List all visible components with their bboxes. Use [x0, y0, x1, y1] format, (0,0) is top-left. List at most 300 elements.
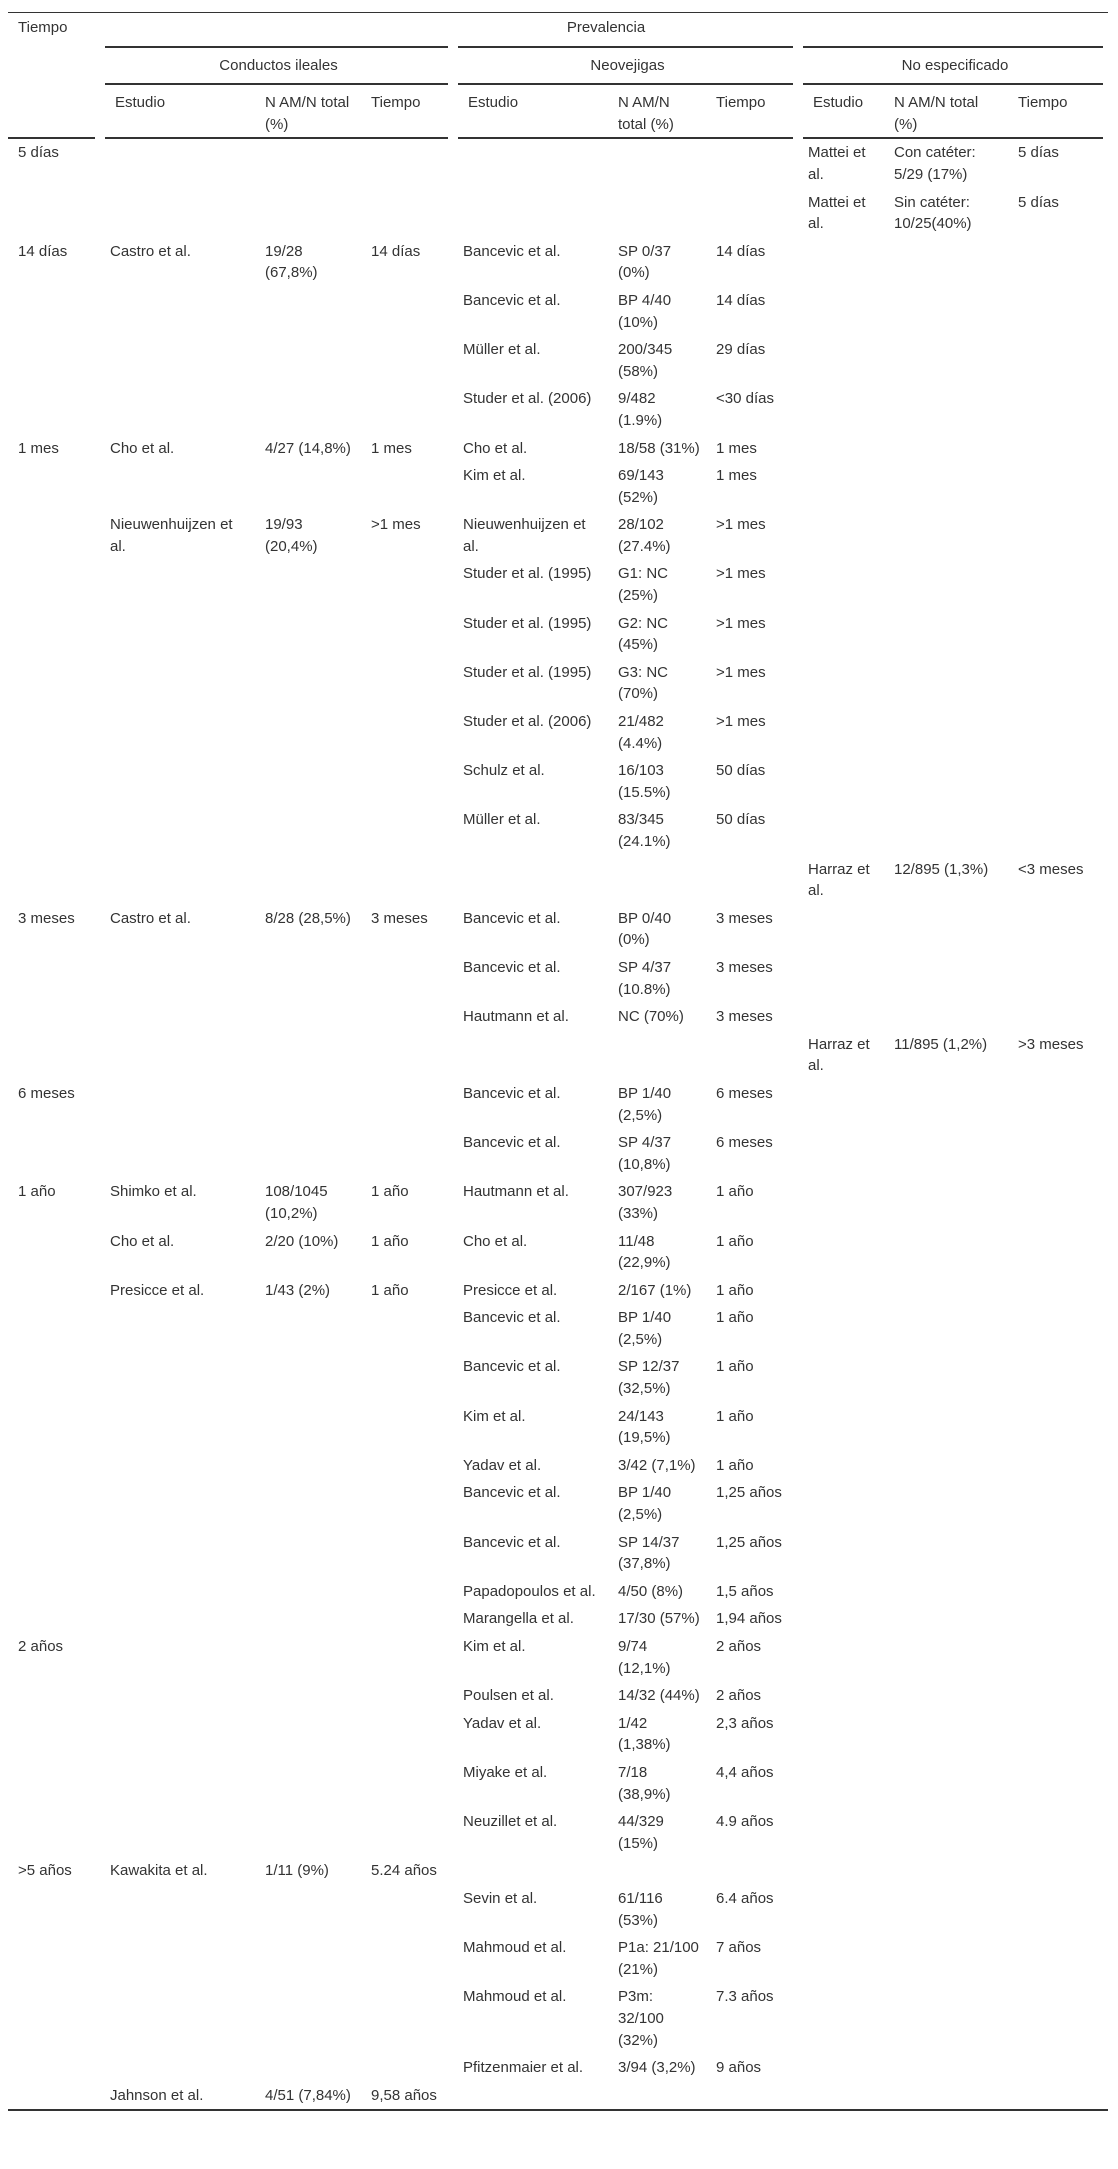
cell-estudio: Studer et al. (1995) — [463, 614, 592, 632]
cell-n: G1: NC (25%) — [618, 565, 669, 605]
cell-tiempo-neo: >1 mes — [716, 713, 766, 731]
cell-tiempo — [8, 1710, 100, 1759]
cell-n: 2/167 (1%) — [618, 1281, 692, 1299]
cell-tiempo-ne — [1008, 1633, 1108, 1682]
table-row — [8, 1304, 1108, 1353]
cell-estudio — [798, 2082, 884, 2111]
cell-tiempo-ileal: 1 año — [371, 1232, 409, 1250]
cell-tiempo — [8, 1682, 100, 1710]
cell-tiempo-neo: 3 meses — [716, 958, 773, 976]
cell-tiempo-ne — [1008, 1403, 1108, 1452]
cell-tiempo-neo: >1 mes — [716, 614, 766, 632]
cell-tiempo-ne — [1008, 1003, 1108, 1031]
cell-tiempo — [8, 1031, 100, 1080]
cell-tiempo: 1 mes — [18, 439, 59, 457]
cell-n — [884, 1682, 1008, 1710]
cell-estudio — [100, 1080, 255, 1129]
cell-n — [884, 1885, 1008, 1934]
cell-estudio — [100, 806, 255, 855]
cell-n: 14/32 (44%) — [618, 1687, 700, 1705]
cell-n — [255, 1578, 361, 1606]
cell-estudio: Mahmoud et al. — [463, 1939, 567, 1957]
cell-n: BP 1/40 (2,5%) — [618, 1309, 672, 1348]
table-row — [8, 1129, 1108, 1178]
cell-n — [884, 1759, 1008, 1808]
cell-n — [884, 1003, 1008, 1031]
table-row — [8, 856, 1108, 905]
cell-estudio — [798, 1277, 884, 1305]
cell-estudio — [798, 905, 884, 954]
cell-n — [255, 336, 361, 385]
cell-tiempo-ne — [1008, 1080, 1108, 1129]
cell-estudio: Castro et al. — [110, 909, 191, 927]
cell-estudio: Bancevic et al. — [463, 291, 561, 309]
cell-estudio — [100, 1605, 255, 1633]
header-tiempo: Tiempo — [8, 13, 100, 139]
cell-tiempo-ileal: 3 meses — [371, 909, 428, 927]
cell-estudio — [100, 2054, 255, 2082]
cell-estudio — [798, 1605, 884, 1633]
cell-estudio: Mahmoud et al. — [463, 1988, 567, 2006]
table-row — [8, 336, 1108, 385]
cell-tiempo — [8, 511, 100, 560]
cell-tiempo-ne — [1008, 1934, 1108, 1983]
cell-estudio: Nieuwenhuijzen et al. — [110, 516, 233, 555]
cell-n — [608, 189, 706, 238]
cell-estudio — [100, 1003, 255, 1031]
cell-tiempo-ileal — [361, 138, 453, 188]
cell-estudio — [100, 708, 255, 757]
table-row — [8, 138, 1108, 188]
cell-estudio — [798, 238, 884, 287]
cell-estudio — [100, 462, 255, 511]
cell-tiempo — [8, 2054, 100, 2082]
cell-estudio: Castro et al. — [110, 242, 191, 260]
cell-tiempo-neo: 1 año — [716, 1232, 754, 1250]
cell-estudio — [798, 385, 884, 434]
cell-n: 9/74 (12,1%) — [618, 1638, 671, 1677]
cell-estudio — [453, 856, 608, 905]
cell-tiempo-ne — [1008, 511, 1108, 560]
cell-tiempo — [8, 336, 100, 385]
col-header: N AM/N total (%) — [608, 84, 706, 138]
cell-estudio — [100, 1934, 255, 1983]
cell-estudio — [453, 1857, 608, 1885]
table-row — [8, 1277, 1108, 1305]
cell-tiempo-ileal — [361, 954, 453, 1003]
table-row — [8, 1857, 1108, 1885]
cell-tiempo-ileal — [361, 610, 453, 659]
table-row — [8, 708, 1108, 757]
cell-tiempo-ne — [1008, 1759, 1108, 1808]
cell-tiempo-ne — [1008, 2054, 1108, 2082]
cell-estudio: Müller et al. — [463, 811, 541, 829]
cell-estudio: Miyake et al. — [463, 1763, 548, 1781]
cell-estudio: Sevin et al. — [463, 1889, 538, 1907]
cell-n: 1/42 (1,38%) — [618, 1714, 671, 1754]
cell-tiempo-ne — [1008, 1277, 1108, 1305]
cell-tiempo-ne — [1008, 610, 1108, 659]
cell-tiempo — [8, 189, 100, 238]
cell-n: 8/28 (28,5%) — [265, 909, 351, 927]
cell-tiempo — [8, 287, 100, 336]
cell-tiempo-neo — [706, 138, 798, 188]
cell-estudio: Mattei et al. — [798, 138, 884, 188]
cell-n — [255, 757, 361, 806]
cell-tiempo-ileal — [361, 1983, 453, 2054]
cell-estudio — [798, 511, 884, 560]
cell-tiempo — [8, 708, 100, 757]
cell-tiempo-ne — [1008, 1710, 1108, 1759]
table-row — [8, 1885, 1108, 1934]
cell-estudio — [798, 1003, 884, 1031]
cell-n: 3/42 (7,1%) — [618, 1456, 696, 1474]
cell-n — [255, 385, 361, 434]
cell-n — [255, 954, 361, 1003]
cell-tiempo-ne — [1008, 336, 1108, 385]
table-row — [8, 806, 1108, 855]
cell-tiempo-neo: 1 año — [716, 1407, 754, 1425]
table-row — [8, 1228, 1108, 1277]
cell-tiempo-ileal — [361, 1452, 453, 1480]
cell-estudio: Marangella et al. — [463, 1610, 574, 1628]
cell-n — [884, 238, 1008, 287]
cell-n: 44/329 (15%) — [618, 1813, 664, 1852]
cell-n — [255, 856, 361, 905]
cell-n — [884, 287, 1008, 336]
cell-n — [255, 659, 361, 708]
table-row — [8, 610, 1108, 659]
table-row — [8, 287, 1108, 336]
cell-estudio: Bancevic et al. — [463, 1309, 561, 1327]
cell-tiempo-ileal — [361, 1403, 453, 1452]
cell-tiempo-ne — [1008, 757, 1108, 806]
cell-n: 28/102 (27.4%) — [618, 516, 671, 555]
cell-estudio: Mattei et al. — [808, 193, 866, 233]
table-row — [8, 1353, 1108, 1402]
cell-n: 11/48 (22,9%) — [618, 1232, 671, 1272]
cell-n: SP 0/37 (0%) — [618, 242, 672, 282]
cell-n: 19/28 (67,8%) — [265, 242, 318, 282]
cell-estudio — [100, 560, 255, 609]
cell-n — [884, 2054, 1008, 2082]
cell-n — [255, 2054, 361, 2082]
cell-n: 2/20 (10%) — [265, 1232, 339, 1250]
table-row — [8, 1452, 1108, 1480]
cell-estudio — [100, 385, 255, 434]
cell-estudio: Bancevic et al. — [463, 909, 561, 927]
cell-n — [884, 1578, 1008, 1606]
cell-n: P3m: 32/100 (32%) — [618, 1988, 664, 2049]
cell-tiempo-ileal: 9,58 años — [361, 2082, 453, 2111]
cell-n: 69/143 (52%) — [618, 467, 664, 506]
cell-n — [884, 462, 1008, 511]
cell-tiempo-ne — [1008, 435, 1108, 463]
cell-tiempo-ileal — [361, 560, 453, 609]
col-header: N AM/N total (%) — [255, 84, 361, 138]
cell-tiempo-ne — [1008, 954, 1108, 1003]
cell-tiempo-ileal — [361, 1578, 453, 1606]
cell-tiempo-ileal — [361, 1759, 453, 1808]
cell-tiempo-ileal: 14 días — [371, 242, 421, 260]
cell-n: 16/103 (15.5%) — [618, 762, 671, 801]
table-row — [8, 1710, 1108, 1759]
cell-n: 17/30 (57%) — [618, 1610, 700, 1628]
header-prevalencia: Prevalencia — [100, 13, 1108, 47]
cell-n — [884, 511, 1008, 560]
cell-estudio — [100, 1759, 255, 1808]
cell-estudio — [100, 1031, 255, 1080]
cell-estudio — [100, 1633, 255, 1682]
cell-tiempo-neo: 6 meses — [716, 1134, 773, 1152]
cell-n: 307/923 (33%) — [618, 1183, 673, 1222]
cell-n: SP 14/37 (37,8%) — [618, 1533, 680, 1573]
cell-estudio — [100, 1403, 255, 1452]
cell-tiempo — [8, 1304, 100, 1353]
cell-tiempo-neo: 1 año — [716, 1358, 754, 1376]
cell-n — [255, 1403, 361, 1452]
cell-tiempo-ileal — [361, 1080, 453, 1129]
cell-tiempo-neo: 7 años — [716, 1939, 762, 1957]
cell-tiempo — [8, 1578, 100, 1606]
cell-estudio — [453, 1031, 608, 1080]
table-row — [8, 1529, 1108, 1578]
cell-estudio — [100, 856, 255, 905]
cell-estudio — [798, 1808, 884, 1857]
cell-tiempo — [8, 659, 100, 708]
cell-tiempo-ileal — [361, 287, 453, 336]
cell-n — [255, 1633, 361, 1682]
cell-tiempo-ne — [1008, 806, 1108, 855]
cell-tiempo — [8, 1277, 100, 1305]
group-neovejigas: Neovejigas — [453, 47, 798, 85]
cell-tiempo-ileal: >1 mes — [371, 516, 421, 534]
cell-tiempo-ne — [1008, 1353, 1108, 1402]
cell-tiempo-ileal — [361, 1682, 453, 1710]
cell-tiempo-neo: 1,25 años — [716, 1533, 782, 1551]
cell-estudio — [798, 1353, 884, 1402]
cell-n — [884, 1403, 1008, 1452]
cell-n: SP 12/37 (32,5%) — [618, 1358, 680, 1398]
cell-n — [255, 1934, 361, 1983]
cell-n — [884, 1479, 1008, 1528]
cell-estudio — [100, 757, 255, 806]
cell-n — [255, 1605, 361, 1633]
table-row — [8, 462, 1108, 511]
cell-estudio — [798, 435, 884, 463]
cell-tiempo-ne — [1008, 1578, 1108, 1606]
cell-n — [884, 435, 1008, 463]
cell-tiempo: 6 meses — [18, 1084, 75, 1102]
cell-estudio — [100, 659, 255, 708]
cell-estudio: Bancevic et al. — [463, 1358, 561, 1376]
cell-tiempo-neo: 4,4 años — [716, 1763, 774, 1781]
table-row — [8, 1934, 1108, 1983]
cell-n: 12/895 (1,3%) — [894, 860, 989, 878]
cell-estudio — [798, 708, 884, 757]
cell-n — [255, 1304, 361, 1353]
cell-estudio — [798, 1633, 884, 1682]
cell-estudio: Kawakita et al. — [110, 1862, 208, 1880]
table-row — [8, 659, 1108, 708]
cell-estudio — [798, 1578, 884, 1606]
table-row — [8, 1682, 1108, 1710]
cell-tiempo-neo: 4.9 años — [716, 1813, 774, 1831]
cell-tiempo — [8, 1759, 100, 1808]
cell-n — [255, 1983, 361, 2054]
cell-tiempo-ne — [1008, 659, 1108, 708]
cell-n: 9/482 (1.9%) — [618, 390, 663, 429]
cell-n — [255, 1759, 361, 1808]
cell-estudio — [798, 1129, 884, 1178]
cell-estudio: Papadopoulos et al. — [463, 1582, 596, 1600]
cell-n — [608, 1857, 706, 1885]
cell-tiempo-neo: >1 mes — [716, 516, 766, 534]
cell-tiempo-neo: 6.4 años — [716, 1889, 774, 1907]
cell-tiempo-neo: 29 días — [716, 341, 766, 359]
cell-estudio: Cho et al. — [463, 439, 528, 457]
cell-tiempo — [8, 1452, 100, 1480]
cell-estudio: Studer et al. (1995) — [463, 663, 592, 681]
cell-tiempo-ne: <3 meses — [1018, 860, 1084, 878]
cell-n — [884, 336, 1008, 385]
cell-n — [608, 2082, 706, 2111]
cell-tiempo-neo: 14 días — [716, 291, 766, 309]
cell-n: BP 0/40 (0%) — [618, 909, 672, 949]
cell-tiempo-ne: >3 meses — [1018, 1035, 1084, 1053]
cell-n — [255, 1885, 361, 1934]
cell-tiempo-ne — [1008, 287, 1108, 336]
table-row — [8, 511, 1108, 560]
cell-estudio — [798, 2054, 884, 2082]
table-row — [8, 1983, 1108, 2054]
cell-estudio: Presicce et al. — [463, 1281, 558, 1299]
cell-tiempo-ileal — [361, 1353, 453, 1402]
cell-estudio — [100, 1983, 255, 2054]
cell-tiempo — [8, 1885, 100, 1934]
cell-tiempo — [8, 462, 100, 511]
cell-estudio: Studer et al. (2006) — [463, 713, 592, 731]
cell-estudio: Bancevic et al. — [463, 958, 561, 976]
cell-tiempo-ne — [1008, 560, 1108, 609]
cell-n: 83/345 (24.1%) — [618, 811, 671, 850]
cell-tiempo-ileal: 1 mes — [371, 439, 412, 457]
cell-tiempo: 3 meses — [18, 909, 75, 927]
cell-estudio: Harraz et al. — [808, 1035, 870, 1075]
cell-tiempo-ne — [1008, 1529, 1108, 1578]
cell-n: Con catéter: 5/29 (17%) — [884, 138, 1008, 188]
cell-tiempo-ileal — [361, 336, 453, 385]
cell-estudio — [100, 1578, 255, 1606]
cell-tiempo — [8, 560, 100, 609]
cell-tiempo-ileal — [361, 462, 453, 511]
cell-tiempo-ileal — [361, 1885, 453, 1934]
cell-n — [884, 1605, 1008, 1633]
cell-n: BP 1/40 (2,5%) — [618, 1084, 672, 1124]
cell-estudio: Schulz et al. — [463, 762, 545, 780]
cell-estudio: Bancevic et al. — [463, 1084, 561, 1102]
cell-tiempo-ne — [1008, 1129, 1108, 1178]
cell-n — [255, 1479, 361, 1528]
cell-estudio — [100, 1452, 255, 1480]
cell-estudio — [798, 757, 884, 806]
cell-n: G2: NC (45%) — [618, 614, 669, 654]
table-row — [8, 757, 1108, 806]
cell-tiempo-ne — [1008, 2082, 1108, 2111]
table-row — [8, 2054, 1108, 2082]
cell-n: 1/11 (9%) — [265, 1862, 329, 1880]
cell-estudio — [100, 1808, 255, 1857]
cell-estudio: Bancevic et al. — [463, 242, 561, 260]
cell-tiempo-ileal: 5.24 años — [371, 1862, 437, 1880]
cell-estudio — [100, 336, 255, 385]
table-row — [8, 1080, 1108, 1129]
cell-n — [884, 1178, 1008, 1227]
cell-tiempo-neo: 1 mes — [716, 439, 757, 457]
table-row — [8, 1178, 1108, 1227]
cell-n: SP 4/37 (10,8%) — [618, 1134, 672, 1173]
cell-tiempo-ileal: 1 año — [371, 1183, 409, 1201]
cell-tiempo-ileal — [361, 1304, 453, 1353]
cell-n — [255, 1710, 361, 1759]
cell-tiempo — [8, 1129, 100, 1178]
col-header: N AM/N total (%) — [884, 84, 1008, 138]
cell-n: 4/27 (14,8%) — [265, 439, 351, 457]
cell-tiempo — [8, 1605, 100, 1633]
table-row — [8, 1808, 1108, 1857]
cell-n — [884, 659, 1008, 708]
cell-estudio — [100, 1304, 255, 1353]
cell-estudio: Müller et al. — [463, 341, 541, 359]
cell-n — [255, 462, 361, 511]
table-row — [8, 1605, 1108, 1633]
cell-n — [255, 560, 361, 609]
cell-tiempo — [8, 1934, 100, 1983]
cell-n — [255, 610, 361, 659]
cell-estudio — [100, 189, 255, 238]
cell-tiempo-ne — [1008, 708, 1108, 757]
cell-estudio: Bancevic et al. — [463, 1484, 561, 1502]
cell-tiempo-ileal — [361, 757, 453, 806]
table-row — [8, 954, 1108, 1003]
cell-n — [884, 1452, 1008, 1480]
cell-tiempo-neo: >1 mes — [716, 663, 766, 681]
cell-n: NC (70%) — [618, 1008, 684, 1026]
cell-tiempo-ne — [1008, 462, 1108, 511]
cell-tiempo — [8, 1529, 100, 1578]
cell-estudio: Hautmann et al. — [463, 1183, 569, 1201]
cell-n — [884, 1983, 1008, 2054]
cell-estudio — [100, 1529, 255, 1578]
cell-n — [884, 806, 1008, 855]
cell-tiempo-ne — [1008, 385, 1108, 434]
cell-tiempo-ileal — [361, 1633, 453, 1682]
cell-estudio: Yadav et al. — [463, 1714, 542, 1732]
cell-estudio — [798, 336, 884, 385]
cell-tiempo — [8, 1003, 100, 1031]
cell-n: 200/345 (58%) — [618, 341, 673, 380]
cell-estudio: Kim et al. — [463, 467, 526, 485]
col-header: Estudio — [453, 84, 608, 138]
cell-estudio — [100, 1129, 255, 1178]
cell-n — [608, 856, 706, 905]
table-row — [8, 1479, 1108, 1528]
cell-estudio — [453, 138, 608, 188]
cell-tiempo-ne — [1008, 1808, 1108, 1857]
cell-n — [884, 905, 1008, 954]
cell-n: 19/93 (20,4%) — [265, 516, 318, 555]
cell-estudio: Pfitzenmaier et al. — [463, 2059, 584, 2077]
